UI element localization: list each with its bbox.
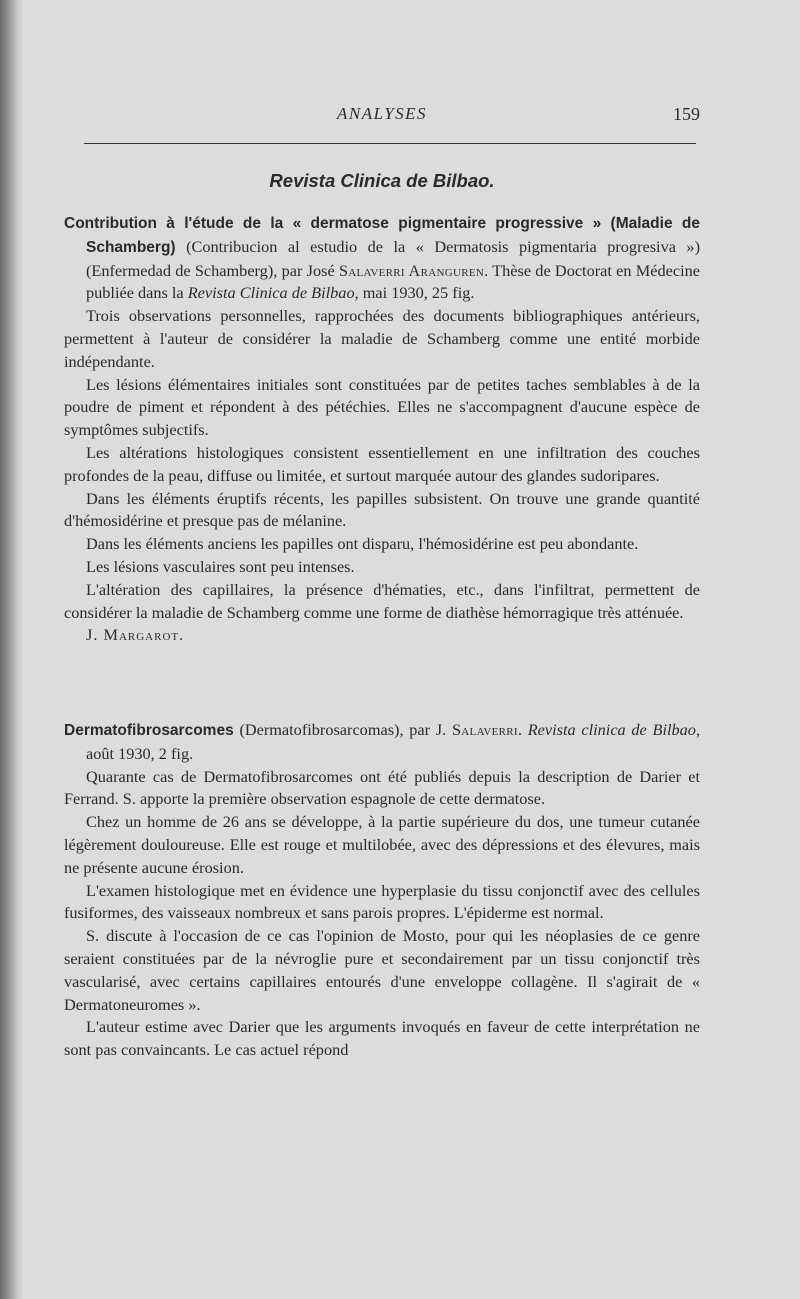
paragraph: Dans les éléments éruptifs récents, les papilles subsistent. On trouve une grande quantité d'hémosidérine et presque pas de mélanine. xyxy=(64,488,700,531)
journal-title: Revista Clinica de Bilbao. xyxy=(269,170,495,191)
paragraph: Trois observations personnelles, rapprochées des documents bibliographiques antérieurs, permettent à l'auteur de considérer la maladie de Schamberg comme une entité morbide indépendante. xyxy=(64,306,700,371)
article-source-post: , mai 1930, 25 fig. xyxy=(354,283,475,303)
article-title: Contribution à l'étude de la « dermatose pigmentaire progressive » (Maladie de Schamberg) xyxy=(64,215,700,256)
paragraph: Quarante cas de Dermatofibrosarcomes ont été publiés depuis la description de Darier et Ferrand. S. apporte la première observation espagnole de cette dermatose. xyxy=(64,766,700,809)
article-title: Dermatofibrosarcomes xyxy=(64,722,234,739)
paragraph: Les altérations histologiques consistent essentiellement en une infiltration des couches profondes de la peau, diffuse ou limitée, et surtout marquée autour des glandes sudoripares. xyxy=(64,442,700,485)
paragraph: L'altération des capillaires, la présence d'hématies, etc., dans l'infiltrat, permettent de considérer la maladie de Schamberg comme une forme de diathèse hémorragique très atténuée. xyxy=(64,579,700,622)
article-source-post: , août 1930, 2 fig. xyxy=(86,720,701,763)
paragraph: Dans les éléments anciens les papilles ont disparu, l'hémosidérine est peu abondante. xyxy=(86,534,639,554)
article-source-journal: Revista Clinica de Bilbao xyxy=(187,283,355,303)
running-head-title: ANALYSES xyxy=(336,104,428,123)
article-source-journal: Revista clinica de Bilbao xyxy=(527,720,696,739)
paragraph: S. discute à l'occasion de ce cas l'opinion de Mosto, pour qui les néoplasies de ce genre seraient constituées par de la névroglie pure et secondairement par un tissu conjonctif très vascularisé, avec certains capillaires entourés d'une enveloppe collagène. Il s'agirait de « Dermatoneuromes ». xyxy=(64,926,700,1014)
article-title-spanish: (Dermatofibrosarcomas), par J. xyxy=(233,720,452,739)
article-author: Salaverri xyxy=(451,720,518,739)
header-rule xyxy=(84,143,696,144)
article-title-spanish: (Contribucion al estudio de la « Dermatosis pigmentaria progresiva ») (Enfermedad de Schamberg), par José xyxy=(86,236,700,280)
running-head xyxy=(64,104,700,128)
article-source-pre: . Thèse de Doctorat en Médecine publiée dans la xyxy=(86,260,700,303)
page-number: 159 xyxy=(673,104,700,124)
paragraph: Les lésions élémentaires initiales sont constituées par de petites taches semblables à de la poudre de piment et répondent à des pétéchies. Elles ne s'accompagnent d'aucune espèce de symptômes subjectifs. xyxy=(64,374,700,440)
article-dermatofibrosarcomes xyxy=(64,719,700,1062)
paragraph: L'examen histologique met en évidence une hyperplasie du tissu conjonctif avec des cellules fusiformes, des vaisseaux nombreux et sans parois propres. L'épiderme est normal. xyxy=(64,880,700,923)
article-heading xyxy=(64,719,700,766)
paragraph: L'auteur estime avec Darier que les arguments invoqués en faveur de cette interprétation ne sont pas convaincants. Le cas actuel répond xyxy=(64,1017,700,1060)
paragraph: Les lésions vasculaires sont peu intenses. xyxy=(86,556,355,576)
book-spine-shadow xyxy=(0,0,22,1299)
paragraph: Chez un homme de 26 ans se développe, à la partie supérieure du dos, une tumeur cutanée légèrement douloureuse. Elle est rouge et multilobée, avec des dépressions et des élevures, mais ne présente aucune érosion. xyxy=(64,812,700,877)
article-heading xyxy=(64,212,700,305)
article-author: Salaverri Aranguren xyxy=(338,260,485,280)
article-schamberg xyxy=(64,212,700,647)
signature: J. Margarot. xyxy=(86,625,185,645)
article-source-pre: . xyxy=(517,720,528,739)
